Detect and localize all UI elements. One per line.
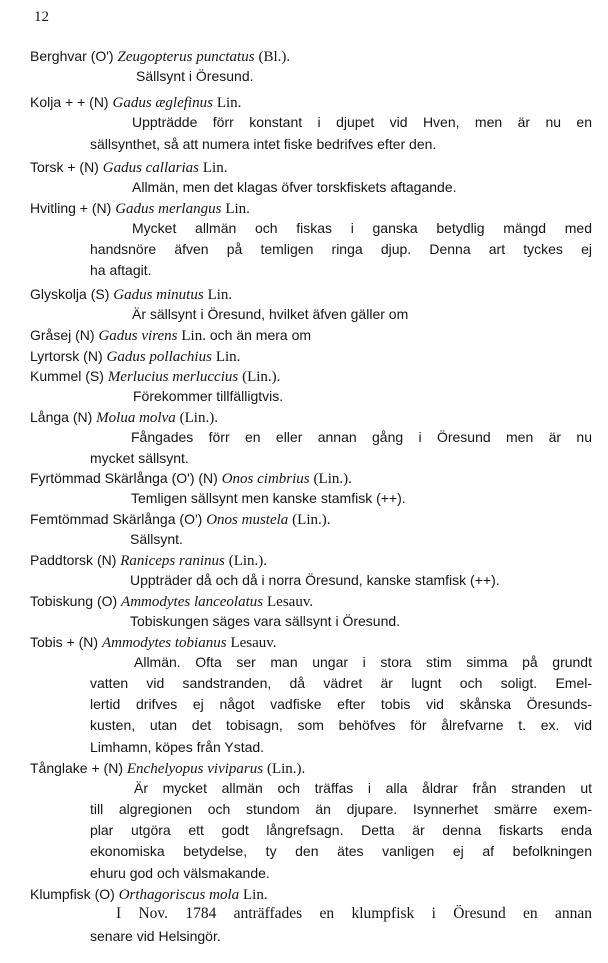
author-abbrev: (Lin.). [313,471,352,487]
description-line: plar utgöra ett godt långrefsagn. Detta är denna fiskarts enda [90,822,592,838]
author-abbrev: Lin. [216,95,242,111]
occurrence-code: (S) [85,368,104,384]
entry-heading [30,592,313,611]
species-common-name: Tånglake [30,760,88,776]
description-line: Är mycket allmän och träffas i alla åldrar från stranden ut [134,780,592,796]
description-line: I Nov. 1784 anträffades en klumpfisk i Öresund en annan [116,905,592,922]
occurrence-code: + (N) [67,159,99,175]
occurrence-code: (N) [96,552,117,568]
description-line: ha aftagit. [90,262,152,278]
latin-name: Raniceps raninus [120,553,225,569]
latin-name: Onos cimbrius [221,471,310,487]
author-abbrev: (Lin.). [266,761,306,777]
latin-name: Merlucius merluccius [107,369,239,385]
description-line: Allmän, men det klagas öfver torskfiskets aftagande. [132,179,457,195]
species-common-name: Paddtorsk [30,552,94,568]
description-line: kusten, utan det tobisagn, som behöfves för ålrefvarne t. ex. vid [90,717,592,733]
author-abbrev: Lesauv. [267,594,314,610]
occurrence-code: + (N) [79,200,112,216]
entry-heading [30,510,331,529]
author-abbrev: Lin. [202,160,228,176]
entry-heading [30,326,311,345]
description-line: Uppträder då och då i norra Öresund, kanske stamfisk (++). [130,572,500,588]
entry-heading [30,285,232,304]
author-abbrev: Lin. [207,287,233,303]
latin-name: Gadus minutus [113,287,204,303]
occurrence-code: (O) [96,593,118,609]
description-line: senare vid Helsingör. [90,928,221,944]
occurrence-code: + (N) [66,634,99,650]
latin-name: Orthagoriscus mola [118,887,240,903]
author-abbrev: (Bl.). [258,49,291,65]
entry-heading [30,408,218,427]
species-common-name: Lyrtorsk [30,348,80,364]
species-common-name: Klumpfisk [30,886,91,902]
latin-name: Gadus callarias [102,160,199,176]
species-common-name: Kummel [30,368,82,384]
occurrence-code: (N) [75,327,95,343]
latin-name: Gadus virens [98,328,178,344]
author-abbrev: (Lin.). [242,369,281,385]
author-abbrev: (Lin.). [179,410,218,426]
description-line: Förekommer tillfälligtvis. [133,388,284,404]
entry-heading [30,633,277,652]
author-abbrev: Lin. [243,887,268,903]
author-abbrev: Lesauv. [230,635,277,651]
latin-name: Zeugopterus punctatus [117,49,255,65]
latin-name: Enchelyopus viviparus [126,761,264,777]
description-line: Uppträdde förr konstant i djupet vid Hven, men är nu en [132,114,592,130]
author-abbrev: Lin. [215,349,241,365]
entry-heading [30,158,227,177]
latin-name: Molua molva [96,410,176,426]
description-line: ekonomiska betydelse, ty den ätes vanligen ej af befolkningen [90,843,592,859]
species-common-name: Glyskolja [30,286,87,302]
species-common-name: Långa [30,409,69,425]
description-line: Är sällsynt i Öresund, hvilket äfven gäller om [132,306,409,322]
occurrence-code: (O) [94,886,115,902]
occurrence-code: (N) [72,409,93,425]
entry-heading [30,759,305,778]
entry-heading [30,93,241,112]
occurrence-code: (N) [83,348,103,364]
description-line: Limhamn, köpes från Ystad. [90,739,265,755]
description-line: till algregionen och stundom än djupare. Isynnerhet smärre exem- [90,801,592,817]
description-line: vatten vid sandstranden, då vädret är lugnt och soligt. Emel- [90,675,592,691]
entry-heading [30,367,280,386]
species-common-name: Tobis [30,634,63,650]
description-line: lertid drifves ej något vadfiske efter tobis vid skånska Öresunds- [90,696,592,712]
occurrence-code: + (N) [91,760,123,776]
latin-name: Ammodytes lanceolatus [121,594,264,610]
occurrence-code: + + (N) [65,94,109,110]
occurrence-code: (S) [90,286,110,302]
occurrence-code: (O') [179,511,203,527]
species-common-name: Hvitling [30,200,76,216]
entry-heading [30,551,267,570]
species-common-name: Femtömmad Skärlånga [30,511,176,527]
description-line: mycket sällsynt. [90,450,189,466]
species-common-name: Fyrtömmad Skärlånga [30,470,168,486]
entry-heading [30,47,290,66]
author-abbrev: (Lin.). [228,553,268,569]
entry-heading [30,199,250,218]
description-line: Mycket allmän och fiskas i ganska betydlig mängd med [132,220,592,236]
entry-heading [30,885,268,904]
latin-name: Ammodytes tobianus [101,635,227,651]
species-common-name: Torsk [30,159,64,175]
latin-name: Gadus merlangus [115,201,222,217]
entry-heading [30,347,240,366]
description-line: Allmän. Ofta ser man ungar i stora stim simma på grundt [134,654,592,670]
occurrence-code: (O') (N) [171,470,218,486]
description-line: sällsynthet, så att numera intet fiske bedrifves efter den. [90,136,437,152]
entry-heading [30,469,352,488]
description-line: handsnöre äfven på temligen ringa djup. Denna art tyckes ej [90,241,592,257]
description-line: Sällsynt. [130,531,183,547]
species-common-name: Berghvar [30,48,87,64]
latin-name: Onos mustela [206,512,289,528]
description-line: Sällsynt i Öresund. [136,68,254,84]
author-abbrev: Lin. [181,328,206,344]
latin-name: Gadus pollachius [106,349,212,365]
species-common-name: Gråsej [30,327,72,343]
author-abbrev: Lin. [225,201,250,217]
latin-name: Gadus æglefinus [112,95,213,111]
author-abbrev: (Lin.). [292,512,331,528]
description-line: Temligen sällsynt men kanske stamfisk (++). [131,490,406,506]
description-line: Fångades förr en eller annan gång i Öresund men är nu [131,429,592,445]
species-common-name: Tobiskung [30,593,94,609]
species-common-name: Kolja [30,94,62,110]
page-number: 12 [34,9,49,25]
description-line: ehuru god och välsmakande. [90,865,270,881]
description-line: Tobiskungen säges vara sällsynt i Öresund. [130,613,401,629]
occurrence-code: (O') [90,48,114,64]
heading-continuation: och än mera om [209,327,312,343]
